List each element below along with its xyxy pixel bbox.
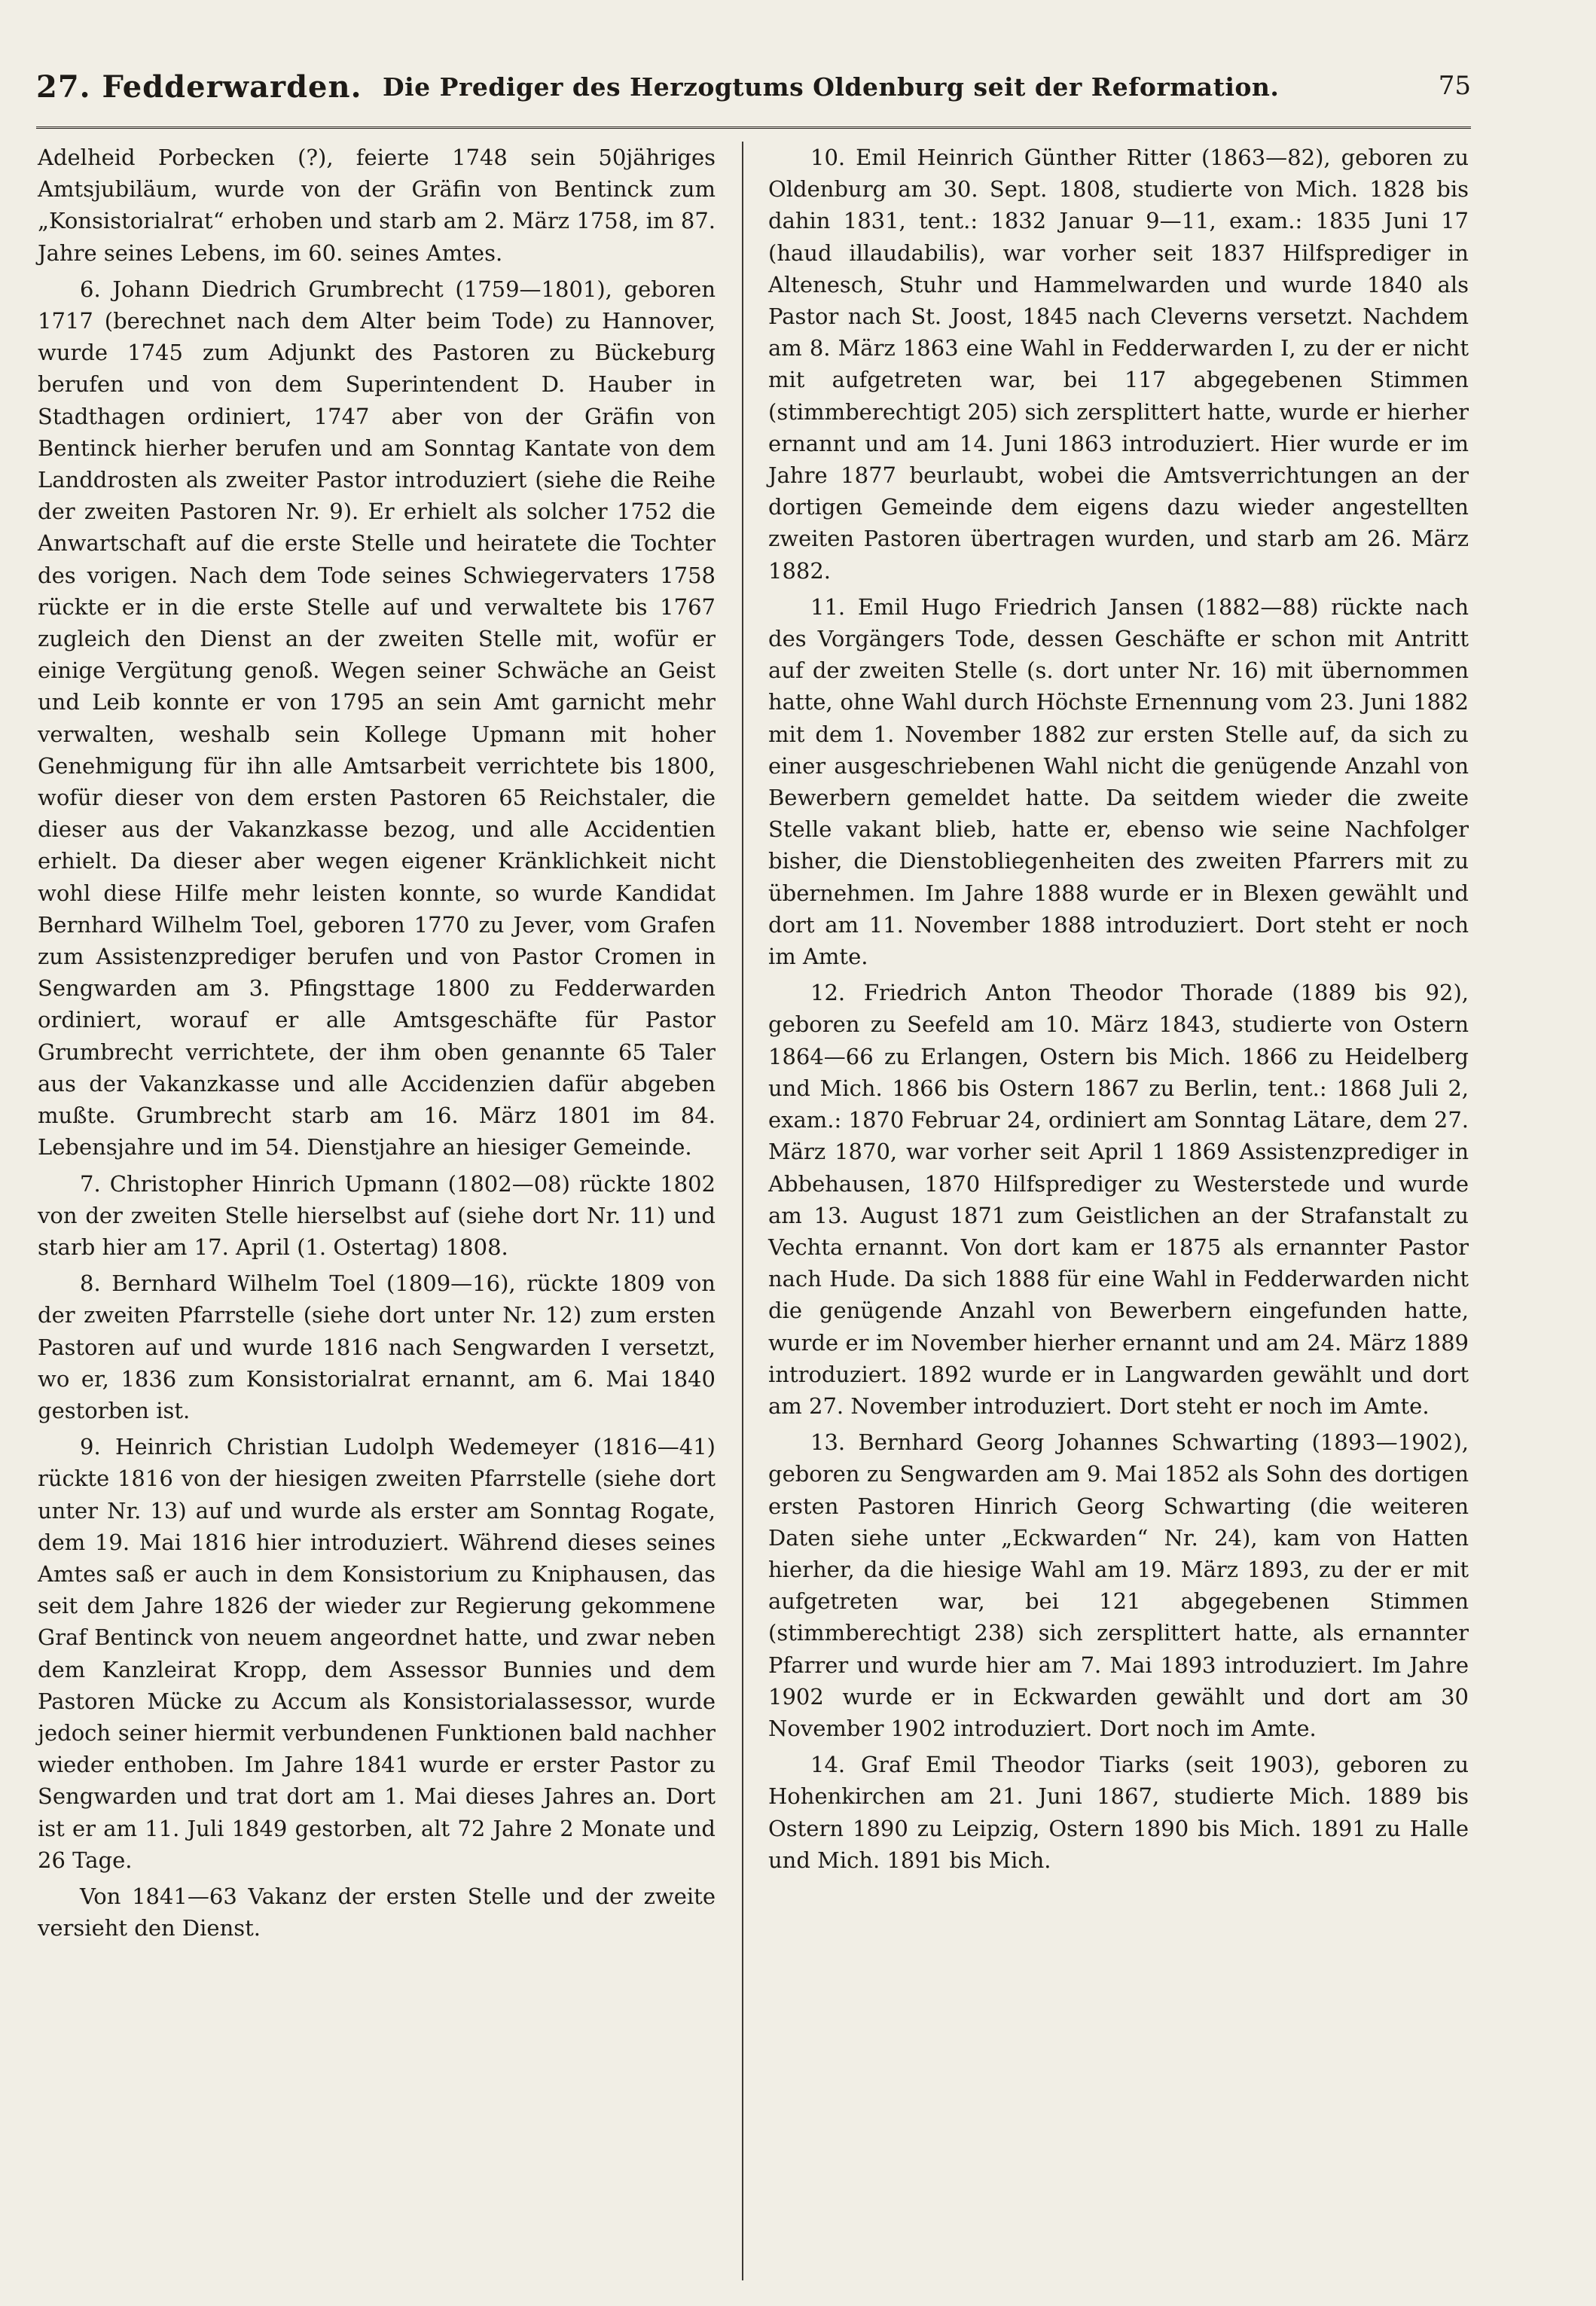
paragraph: 14. Graf Emil Theodor Tiarks (seit 1903), geboren zu Hohenkirchen am 21. Juni 1867, studierte Mich. 1889 bis Ostern 1890 zu Leipzig, Ostern 1890 bis Mich. 1891 zu Halle und Mich. 1891 bis Mich. [768,1752,1469,1873]
paragraph: Adelheid Porbecken (?), feierte 1748 sein 50jähriges Amtsjubiläum, wurde von der Gräfin von Bentinck zum „Konsistorialrat“ erhoben und starb am 2. März 1758, im 87. Jahre seines Lebens, im 60. seines Amtes. [38,145,716,266]
left-column [38,142,716,1948]
right-column [768,142,1469,1880]
paragraph: Von 1841—63 Vakanz der ersten Stelle und der zweite versieht den Dienst. [38,1883,716,1941]
paragraph: 11. Emil Hugo Friedrich Jansen (1882—88) rückte nach des Vorgängers Tode, dessen Geschäfte er schon mit Antritt auf der zweiten Stelle (s. dort unter Nr. 16) mit übernommen hatte, ohne Wahl durch Höchste Ernennung vom 23. Juni 1882 mit dem 1. November 1882 zur ersten Stelle auf, da sich zu einer ausgeschriebenen Wahl nicht die genügende Anzahl von Bewerbern gemeldet hatte. Da seitdem wieder die zweite Stelle vakant blieb, hatte er, ebenso wie seine Nachfolger bisher, die Dienstobliegenheiten des zweiten Pfarrers mit zu übernehmen. Im Jahre 1888 wurde er in Blexen gewählt und dort am 11. November 1888 introduziert. Dort steht er noch im Amte. [768,593,1469,970]
paragraph: 13. Bernhard Georg Johannes Schwarting (1893—1902), geboren zu Sengwarden am 9. Mai 1852 als Sohn des dortigen ersten Pastoren Hinrich Georg Schwarting (die weiteren Daten siehe unter „Eckwarden“ Nr. 24), kam von Hatten hierher, da die hiesige Wahl am 19. März 1893, zu der er mit aufgetreten war, bei 121 abgegebenen Stimmen (stimmberechtigt 238) sich zersplittert hatte, als ernannter Pfarrer und wurde hier am 7. Mai 1893 introduziert. Im Jahre 1902 wurde er in Eckwarden gewählt und dort am 30 November 1902 introduziert. Dort noch im Amte. [768,1429,1469,1741]
column-divider [742,142,743,2280]
paragraph: 9. Heinrich Christian Ludolph Wedemeyer (1816—41) rückte 1816 von der hiesigen zweiten Pfarrstelle (siehe dort unter Nr. 13) auf und wurde als erster am Sonntag Rogate, dem 19. Mai 1816 hier introduziert. Während dieses seines Amtes saß er auch in dem Konsistorium zu Kniphausen, das seit dem Jahre 1826 der wieder zur Regierung gekommene Graf Bentinck von neuem angeordnet hatte, und zwar neben dem Kanzleirat Kropp, dem Assessor Bunnies und dem Pastoren Mücke zu Accum als Konsistorialassessor, wurde jedoch seiner hiermit verbundenen Funktionen bald nachher wieder enthoben. Im Jahre 1841 wurde er erster Pastor zu Sengwarden und trat dort am 1. Mai dieses Jahres an. Dort ist er am 11. Juli 1849 gestorben, alt 72 Jahre 2 Monate und 26 Tage. [38,1434,716,1873]
running-head-left: 27. Fedderwarden. [36,69,362,105]
paragraph: 6. Johann Diedrich Grumbrecht (1759—1801), geboren 1717 (berechnet nach dem Alter beim Tode) zu Hannover, wurde 1745 zum Adjunkt des Pastoren zu Bückeburg berufen und von dem Superintendent D. Hauber in Stadthagen ordiniert, 1747 aber von der Gräfin von Bentinck hierher berufen und am Sonntag Kantate von dem Landdrosten als zweiter Pastor introduziert (siehe die Reihe der zweiten Pastoren Nr. 9). Er erhielt als solcher 1752 die Anwartschaft auf die erste Stelle und heiratete die Tochter des vorigen. Nach dem Tode seines Schwiegervaters 1758 rückte er in die erste Stelle auf und verwaltete bis 1767 zugleich den Dienst an der zweiten Stelle mit, wofür er einige Vergütung genoß. Wegen seiner Schwäche an Geist und Leib konnte er von 1795 an sein Amt garnicht mehr verwalten, weshalb sein Kollege Upmann mit hoher Genehmigung für ihn alle Amtsarbeit verrichtete bis 1800, wofür dieser von dem ersten Pastoren 65 Reichstaler, die dieser aus der Vakanzkasse bezog, und alle Accidentien erhielt. Da dieser aber wegen eigener Kränklichkeit nicht wohl diese Hilfe mehr leisten konnte, so wurde Kandidat Bernhard Wilhelm Toel, geboren 1770 zu Jever, vom Grafen zum Assistenzprediger berufen und von Pastor Cromen in Sengwarden am 3. Pfingsttage 1800 zu Fedderwarden ordiniert, worauf er alle Amtsgeschäfte für Pastor Grumbrecht verrichtete, der ihm oben genannte 65 Taler aus der Vakanzkasse und alle Accidenzien dafür abgeben mußte. Grumbrecht starb am 16. März 1801 im 84. Lebensjahre und im 54. Dienstjahre an hiesiger Gemeinde. [38,276,716,1161]
paragraph: 8. Bernhard Wilhelm Toel (1809—16), rückte 1809 von der zweiten Pfarrstelle (siehe dort unter Nr. 12) zum ersten Pastoren auf und wurde 1816 nach Sengwarden I versetzt, wo er, 1836 zum Konsistorialrat ernannt, am 6. Mai 1840 gestorben ist. [38,1270,716,1423]
paragraph: 7. Christopher Hinrich Upmann (1802—08) rückte 1802 von der zweiten Stelle hierselbst auf (siehe dort Nr. 11) und starb hier am 17. April (1. Ostertag) 1808. [38,1170,716,1260]
running-head-title: Die Prediger des Herzogtums Oldenburg seit der Reformation. [383,72,1280,102]
header-rule [36,127,1471,129]
paragraph: 12. Friedrich Anton Theodor Thorade (1889 bis 92), geboren zu Seefeld am 10. März 1843, studierte von Ostern 1864—66 zu Erlangen, Ostern bis Mich. 1866 zu Heidelberg und Mich. 1866 bis Ostern 1867 zu Berlin, tent.: 1868 Juli 2, exam.: 1870 Februar 24, ordiniert am Sonntag Lätare, dem 27. März 1870, war vorher seit April 1 1869 Assistenzprediger in Abbehausen, 1870 Hilfsprediger zu Westerstede und wurde am 13. August 1871 zum Geistlichen an der Strafanstalt zu Vechta ernannt. Von dort kam er 1875 als ernannter Pastor nach Hude. Da sich 1888 für eine Wahl in Fedderwarden nicht die genügende Anzahl von Bewerbern eingefunden hatte, wurde er im November hierher ernannt und am 24. März 1889 introduziert. 1892 wurde er in Langwarden gewählt und dort am 27. November introduziert. Dort steht er noch im Amte. [768,980,1469,1419]
page-header [36,66,1471,111]
paragraph: 10. Emil Heinrich Günther Ritter (1863—82), geboren zu Oldenburg am 30. Sept. 1808, studierte von Mich. 1828 bis dahin 1831, tent.: 1832 Januar 9—11, exam.: 1835 Juni 17 (haud illaudabilis), war vorher seit 1837 Hilfsprediger in Altenesch, Stuhr und Hammelwarden und wurde 1840 als Pastor nach St. Joost, 1845 nach Cleverns versetzt. Nachdem am 8. März 1863 eine Wahl in Fedderwarden I, zu der er nicht mit aufgetreten war, bei 117 abgegebenen Stimmen (stimmberechtigt 205) sich zersplittert hatte, wurde er hierher ernannt und am 14. Juni 1863 introduziert. Hier wurde er im Jahre 1877 beurlaubt, wobei die Amtsverrichtungen an der dortigen Gemeinde dem eigens dazu wieder angestellten zweiten Pastoren übertragen wurden, und starb am 26. März 1882. [768,145,1469,584]
page-number: 75 [1438,71,1471,101]
